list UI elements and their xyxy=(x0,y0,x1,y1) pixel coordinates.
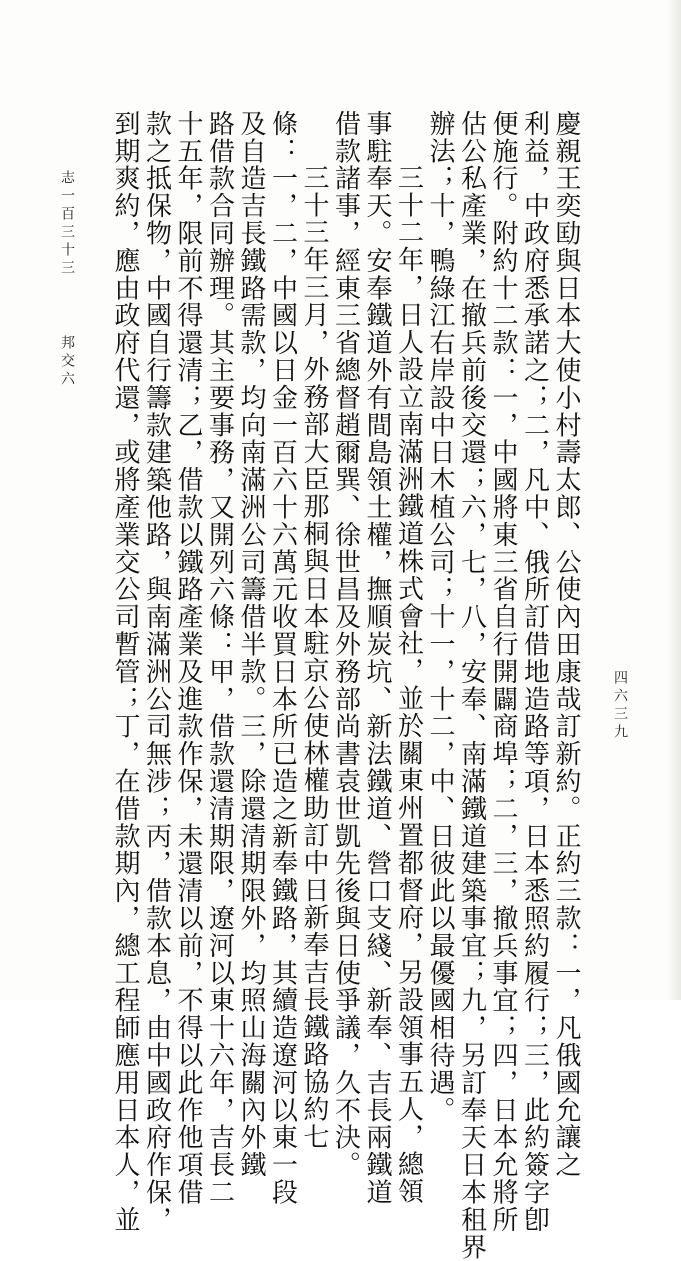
text-column-10: 條：一，二，中國以日金一百六十六萬元收買日本所已造之新奉鐵路，其續造遼河以東一段 xyxy=(267,110,298,1206)
text-column-6: 三十二年，日人設立南滿洲鐵道株式會社，並於關東州置都督府，另設領事五人，總領 xyxy=(393,164,424,1206)
text-column-13: 十五年，限前不得還清；乙，借款以鐵路產業及進款作保，未還清以前，不得以此作他項借 xyxy=(173,110,203,1206)
text-column-12: 路借款合同辦理。其主要事務，又開列六條：甲，借款還清期限，遼河以東十六年，吉長二 xyxy=(204,110,235,1206)
text-column-9: 三十三年三月，外務部大臣那桐與日本駐京公使林權助訂中日新奉吉長鐵路協約七 xyxy=(299,164,329,1151)
text-column-2: 利益，中政府悉承諾之；二，凡中、俄所訂借地造路等項，日本悉照約履行；三，此約簽字卽 xyxy=(519,110,550,1234)
text-column-15: 到期爽約，應由政府代還，或將產業交公司暫管；丁，在借款期內，總工程師應用日本人，並 xyxy=(110,110,140,1234)
text-column-1: 慶親王奕劻與日本大使小村壽太郎、公使內田康哉訂新約。正約三款：一，凡俄國允讓之 xyxy=(551,110,581,1179)
left-margin xyxy=(57,0,77,1000)
text-column-4: 估公私產業，在撤兵前後交還；六，七，八，安奉、南滿鐵道建築事宜；九，另訂奉天日本租界 xyxy=(456,110,487,1261)
text-column-8: 借款諸事，經東三省總督趙爾巽、徐世昌及外務部尚書袁世凱先後與日使爭議，久不決。 xyxy=(330,110,361,1179)
right-margin xyxy=(610,0,630,1000)
text-column-7: 事駐奉天。安奉鐵道外有間島領土權，撫順炭坑、新法鐵道、營口支綫、新奉、吉長兩鐵道 xyxy=(362,110,392,1206)
page-number: 四六三九 xyxy=(612,670,628,742)
chapter-label: 志一百三十三 xyxy=(59,170,75,278)
text-column-14: 款之抵保物，中國自行籌款建築他路，與南滿洲公司無涉；丙，借款本息，由中國政府作保， xyxy=(141,110,172,1234)
section-label: 邦交六 xyxy=(59,335,75,389)
text-column-5: 辦法；十，鴨綠江右岸設中日木植公司；十一，十二，中、日彼此以最優國相待遇。 xyxy=(425,110,455,1124)
text-column-11: 及自造吉長鐵路需款，均向南滿洲公司籌借半款。三，除還清期限外，均照山海關內外鐵 xyxy=(236,110,266,1179)
text-column-3: 便施行。附約十二款：一，中國將東三省自行開闢商埠；二，三，撤兵事宜；四，日本允將所 xyxy=(488,110,518,1234)
page-edge-shadow xyxy=(667,0,681,1000)
body-text xyxy=(110,110,581,1261)
